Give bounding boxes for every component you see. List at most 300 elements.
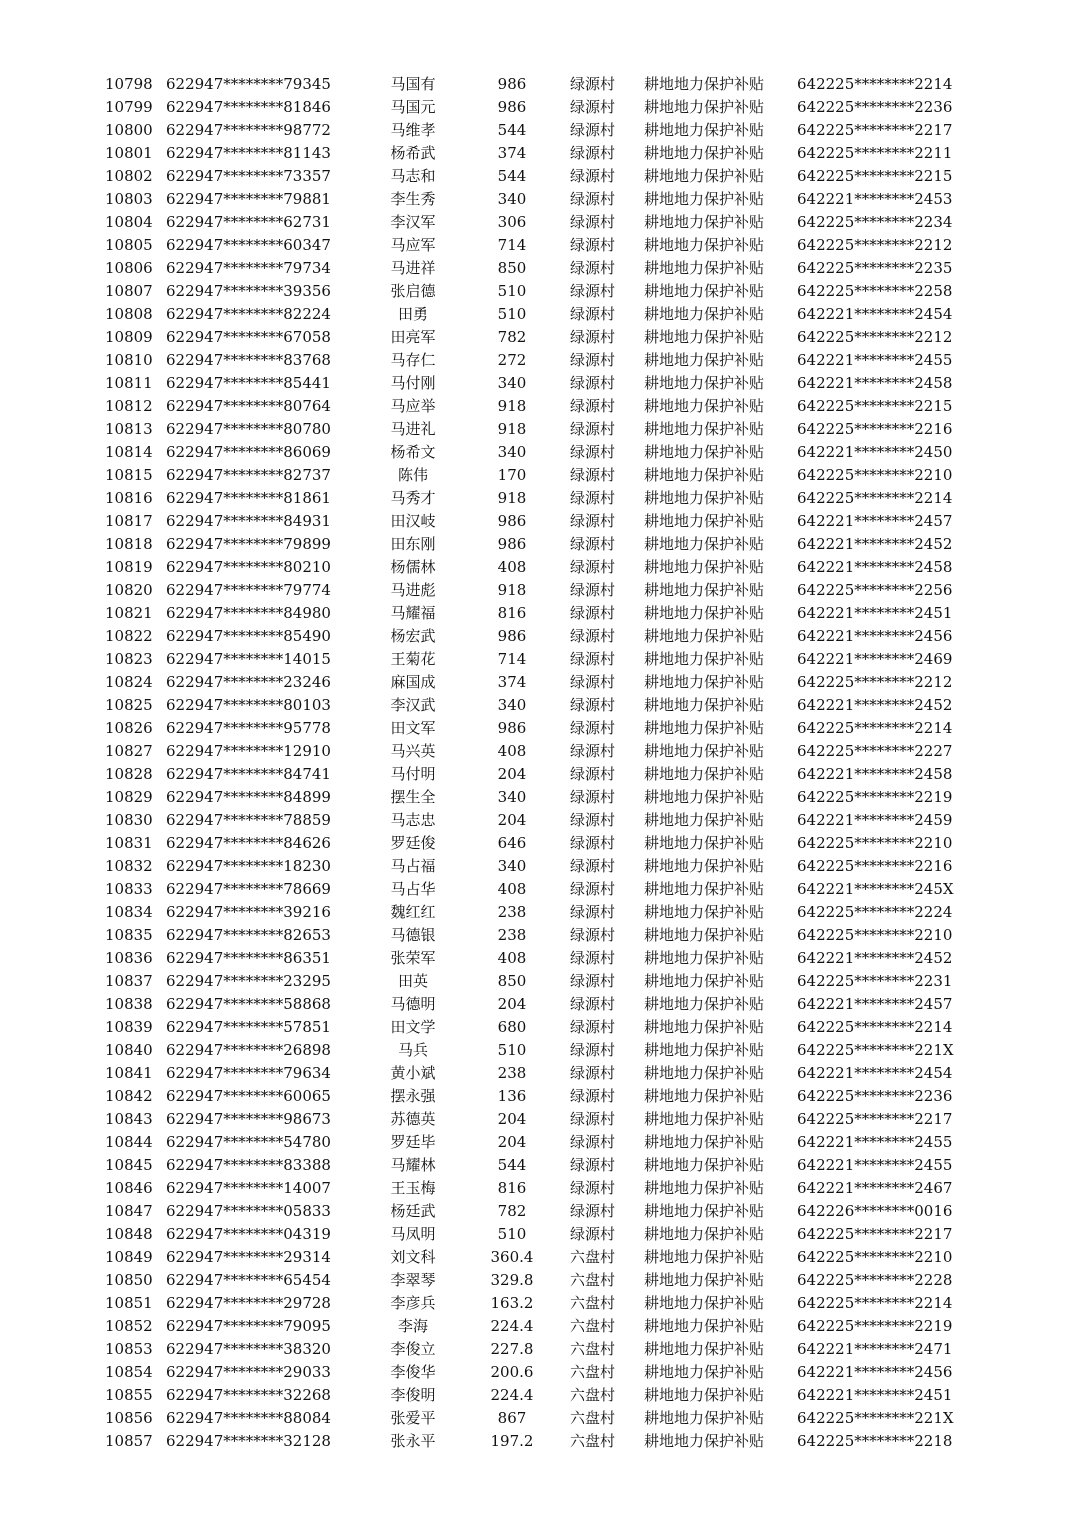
subsidy-type: 耕地地力保护补贴 [644,673,765,691]
account-number: 622947********78669 [166,880,331,898]
account-number: 622947********80764 [166,397,331,415]
recipient-name: 张永平 [390,1432,436,1450]
subsidy-type: 耕地地力保护补贴 [644,995,765,1013]
row-number: 10840 [105,1041,153,1059]
row-number: 10812 [105,397,153,415]
subsidy-type: 耕地地力保护补贴 [644,1317,765,1335]
row-number: 10844 [105,1133,153,1151]
table-row [0,1108,1074,1131]
row-number: 10836 [105,949,153,967]
row-number: 10838 [105,995,153,1013]
subsidy-amount: 224.4 [490,1386,534,1404]
recipient-name: 马耀福 [390,604,436,622]
village-name: 绿源村 [570,1133,616,1151]
table-row [0,1430,1074,1453]
table-row [0,717,1074,740]
account-number: 622947********60065 [166,1087,331,1105]
subsidy-amount: 850 [497,972,527,990]
account-number: 622947********39356 [166,282,331,300]
subsidy-amount: 867 [497,1409,527,1427]
account-number: 622947********26898 [166,1041,331,1059]
account-number: 622947********79634 [166,1064,331,1082]
recipient-name: 马应举 [390,397,436,415]
recipient-name: 马德明 [390,995,436,1013]
subsidy-amount: 510 [497,1225,527,1243]
row-number: 10828 [105,765,153,783]
id-number: 642221********2458 [797,374,953,392]
subsidy-amount: 510 [497,282,527,300]
table-row [0,1223,1074,1246]
account-number: 622947********98673 [166,1110,331,1128]
id-number: 642225********221X [797,1041,954,1059]
subsidy-type: 耕地地力保护补贴 [644,788,765,806]
id-number: 642221********2458 [797,765,953,783]
id-number: 642225********2211 [797,144,953,162]
subsidy-type: 耕地地力保护补贴 [644,512,765,530]
village-name: 六盘村 [570,1386,616,1404]
id-number: 642221********2456 [797,627,953,645]
account-number: 622947********81143 [166,144,331,162]
subsidy-type: 耕地地力保护补贴 [644,1156,765,1174]
subsidy-type: 耕地地力保护补贴 [644,1179,765,1197]
subsidy-amount: 986 [497,535,527,553]
village-name: 绿源村 [570,466,616,484]
recipient-name: 刘文科 [390,1248,436,1266]
row-number: 10853 [105,1340,153,1358]
table-row [0,556,1074,579]
id-number: 642225********2214 [797,75,953,93]
table-row [0,211,1074,234]
id-number: 642225********2217 [797,121,953,139]
table-row [0,96,1074,119]
recipient-name: 王玉梅 [390,1179,436,1197]
account-number: 622947********12910 [166,742,331,760]
account-number: 622947********79734 [166,259,331,277]
id-number: 642221********2451 [797,1386,953,1404]
id-number: 642225********2224 [797,903,953,921]
account-number: 622947********32268 [166,1386,331,1404]
row-number: 10830 [105,811,153,829]
table-row [0,142,1074,165]
village-name: 绿源村 [570,420,616,438]
table-row [0,280,1074,303]
id-number: 642221********2459 [797,811,953,829]
subsidy-type: 耕地地力保护补贴 [644,466,765,484]
subsidy-amount: 136 [497,1087,527,1105]
account-number: 622947********98772 [166,121,331,139]
subsidy-type: 耕地地力保护补贴 [644,397,765,415]
subsidy-type: 耕地地力保护补贴 [644,282,765,300]
id-number: 642221********245X [797,880,954,898]
account-number: 622947********81846 [166,98,331,116]
table-row [0,970,1074,993]
recipient-name: 李俊华 [390,1363,436,1381]
row-number: 10843 [105,1110,153,1128]
id-number: 642221********2455 [797,1156,953,1174]
id-number: 642225********2215 [797,167,953,185]
row-number: 10805 [105,236,153,254]
subsidy-type: 耕地地力保护补贴 [644,98,765,116]
table-row [0,372,1074,395]
subsidy-amount: 163.2 [490,1294,534,1312]
id-number: 642225********2214 [797,719,953,737]
id-number: 642221********2455 [797,1133,953,1151]
recipient-name: 马付明 [390,765,436,783]
subsidy-amount: 224.4 [490,1317,534,1335]
subsidy-amount: 340 [497,374,527,392]
row-number: 10818 [105,535,153,553]
subsidy-amount: 340 [497,788,527,806]
subsidy-type: 耕地地力保护补贴 [644,650,765,668]
row-number: 10802 [105,167,153,185]
recipient-name: 马志忠 [390,811,436,829]
subsidy-type: 耕地地力保护补贴 [644,259,765,277]
recipient-name: 马维孝 [390,121,436,139]
account-number: 622947********85441 [166,374,331,392]
recipient-name: 苏德英 [390,1110,436,1128]
village-name: 绿源村 [570,236,616,254]
recipient-name: 马国元 [390,98,436,116]
subsidy-amount: 510 [497,305,527,323]
table-row [0,1315,1074,1338]
subsidy-type: 耕地地力保护补贴 [644,719,765,737]
id-number: 642221********2452 [797,696,953,714]
subsidy-amount: 204 [497,765,527,783]
id-number: 642225********2236 [797,98,953,116]
village-name: 绿源村 [570,144,616,162]
village-name: 六盘村 [570,1294,616,1312]
account-number: 622947********82224 [166,305,331,323]
subsidy-amount: 714 [497,236,527,254]
row-number: 10850 [105,1271,153,1289]
table-row [0,395,1074,418]
account-number: 622947********23295 [166,972,331,990]
subsidy-amount: 816 [497,1179,527,1197]
subsidy-amount: 986 [497,75,527,93]
table-row [0,533,1074,556]
table-row [0,119,1074,142]
subsidy-amount: 986 [497,719,527,737]
subsidy-type: 耕地地力保护补贴 [644,1248,765,1266]
account-number: 622947********79881 [166,190,331,208]
village-name: 绿源村 [570,903,616,921]
village-name: 绿源村 [570,880,616,898]
subsidy-amount: 986 [497,512,527,530]
village-name: 绿源村 [570,397,616,415]
table-row [0,924,1074,947]
table-row [0,878,1074,901]
table-row [0,1062,1074,1085]
id-number: 642225********2215 [797,397,953,415]
account-number: 622947********14015 [166,650,331,668]
row-number: 10811 [105,374,153,392]
id-number: 642226********0016 [797,1202,953,1220]
row-number: 10816 [105,489,153,507]
row-number: 10820 [105,581,153,599]
subsidy-amount: 408 [497,742,527,760]
recipient-name: 张启德 [390,282,436,300]
subsidy-type: 耕地地力保护补贴 [644,857,765,875]
row-number: 10826 [105,719,153,737]
subsidy-type: 耕地地力保护补贴 [644,1340,765,1358]
table-row [0,510,1074,533]
village-name: 绿源村 [570,512,616,530]
id-number: 642221********2469 [797,650,953,668]
village-name: 绿源村 [570,190,616,208]
subsidy-amount: 714 [497,650,527,668]
table-row [0,809,1074,832]
village-name: 绿源村 [570,581,616,599]
village-name: 绿源村 [570,673,616,691]
row-number: 10819 [105,558,153,576]
village-name: 绿源村 [570,259,616,277]
row-number: 10835 [105,926,153,944]
id-number: 642221********2451 [797,604,953,622]
table-row [0,487,1074,510]
recipient-name: 杨希文 [390,443,436,461]
row-number: 10848 [105,1225,153,1243]
account-number: 622947********84626 [166,834,331,852]
id-number: 642225********2212 [797,236,953,254]
account-number: 622947********39216 [166,903,331,921]
row-number: 10839 [105,1018,153,1036]
subsidy-type: 耕地地力保护补贴 [644,765,765,783]
recipient-name: 李汉军 [390,213,436,231]
table-row [0,740,1074,763]
subsidy-amount: 340 [497,190,527,208]
id-number: 642225********2210 [797,926,953,944]
row-number: 10831 [105,834,153,852]
recipient-name: 马志和 [390,167,436,185]
village-name: 绿源村 [570,1225,616,1243]
row-number: 10833 [105,880,153,898]
subsidy-type: 耕地地力保护补贴 [644,1110,765,1128]
village-name: 六盘村 [570,1317,616,1335]
table-row [0,993,1074,1016]
subsidy-amount: 918 [497,581,527,599]
recipient-name: 李彦兵 [390,1294,436,1312]
subsidy-type: 耕地地力保护补贴 [644,1202,765,1220]
row-number: 10798 [105,75,153,93]
subsidy-type: 耕地地力保护补贴 [644,144,765,162]
id-number: 642225********2216 [797,420,953,438]
recipient-name: 马存仁 [390,351,436,369]
table-row [0,1154,1074,1177]
village-name: 绿源村 [570,1018,616,1036]
subsidy-amount: 510 [497,1041,527,1059]
id-number: 642225********2210 [797,1248,953,1266]
table-row [0,188,1074,211]
village-name: 六盘村 [570,1248,616,1266]
id-number: 642221********2452 [797,535,953,553]
recipient-name: 马秀才 [390,489,436,507]
village-name: 绿源村 [570,696,616,714]
id-number: 642221********2454 [797,305,953,323]
table-row [0,901,1074,924]
account-number: 622947********78859 [166,811,331,829]
table-row [0,1085,1074,1108]
recipient-name: 罗廷俊 [390,834,436,852]
row-number: 10815 [105,466,153,484]
recipient-name: 田英 [397,972,428,990]
row-number: 10824 [105,673,153,691]
row-number: 10807 [105,282,153,300]
id-number: 642225********2256 [797,581,953,599]
account-number: 622947********88084 [166,1409,331,1427]
recipient-name: 摆永强 [390,1087,436,1105]
table-row [0,786,1074,809]
table-row [0,855,1074,878]
subsidy-amount: 544 [497,167,527,185]
recipient-name: 陈伟 [397,466,428,484]
subsidy-type: 耕地地力保护补贴 [644,351,765,369]
row-number: 10810 [105,351,153,369]
table-row [0,1269,1074,1292]
row-number: 10806 [105,259,153,277]
account-number: 622947********73357 [166,167,331,185]
table-row [0,763,1074,786]
subsidy-amount: 340 [497,857,527,875]
village-name: 绿源村 [570,834,616,852]
id-number: 642225********2214 [797,1018,953,1036]
subsidy-amount: 646 [497,834,527,852]
table-row [0,441,1074,464]
subsidy-type: 耕地地力保护补贴 [644,742,765,760]
id-number: 642225********2217 [797,1110,953,1128]
subsidy-type: 耕地地力保护补贴 [644,121,765,139]
subsidy-type: 耕地地力保护补贴 [644,1409,765,1427]
id-number: 642225********2218 [797,1432,953,1450]
row-number: 10813 [105,420,153,438]
row-number: 10845 [105,1156,153,1174]
subsidy-type: 耕地地力保护补贴 [644,328,765,346]
account-number: 622947********18230 [166,857,331,875]
id-number: 642225********2219 [797,788,953,806]
id-number: 642221********2452 [797,949,953,967]
table-row [0,326,1074,349]
table-row [0,1039,1074,1062]
account-number: 622947********60347 [166,236,331,254]
recipient-name: 罗廷毕 [390,1133,436,1151]
account-number: 622947********86069 [166,443,331,461]
recipient-name: 王菊花 [390,650,436,668]
table-row [0,418,1074,441]
subsidy-type: 耕地地力保护补贴 [644,1087,765,1105]
subsidy-type: 耕地地力保护补贴 [644,903,765,921]
subsidy-type: 耕地地力保护补贴 [644,213,765,231]
subsidy-type: 耕地地力保护补贴 [644,443,765,461]
account-number: 622947********95778 [166,719,331,737]
subsidy-amount: 918 [497,420,527,438]
id-number: 642221********2450 [797,443,953,461]
subsidy-type: 耕地地力保护补贴 [644,420,765,438]
subsidy-type: 耕地地力保护补贴 [644,535,765,553]
subsidy-type: 耕地地力保护补贴 [644,834,765,852]
account-number: 622947********79899 [166,535,331,553]
table-row [0,579,1074,602]
village-name: 绿源村 [570,98,616,116]
recipient-name: 田文军 [390,719,436,737]
village-name: 绿源村 [570,1064,616,1082]
subsidy-type: 耕地地力保护补贴 [644,75,765,93]
row-number: 10841 [105,1064,153,1082]
id-number: 642225********2217 [797,1225,953,1243]
account-number: 622947********80780 [166,420,331,438]
account-number: 622947********82653 [166,926,331,944]
id-number: 642221********2457 [797,995,953,1013]
recipient-name: 田文学 [390,1018,436,1036]
account-number: 622947********86351 [166,949,331,967]
recipient-name: 马德银 [390,926,436,944]
recipient-name: 马兵 [397,1041,428,1059]
table-row [0,648,1074,671]
subsidy-amount: 374 [497,144,527,162]
village-name: 六盘村 [570,1432,616,1450]
recipient-name: 李海 [397,1317,428,1335]
id-number: 642221********2455 [797,351,953,369]
recipient-name: 摆生全 [390,788,436,806]
village-name: 绿源村 [570,1110,616,1128]
table-row [0,234,1074,257]
subsidy-type: 耕地地力保护补贴 [644,880,765,898]
village-name: 绿源村 [570,719,616,737]
subsidy-type: 耕地地力保护补贴 [644,1133,765,1151]
table-row [0,1292,1074,1315]
row-number: 10829 [105,788,153,806]
table-row [0,694,1074,717]
account-number: 622947********04319 [166,1225,331,1243]
subsidy-amount: 227.8 [490,1340,534,1358]
subsidy-amount: 329.8 [490,1271,534,1289]
village-name: 绿源村 [570,1179,616,1197]
id-number: 642221********2453 [797,190,953,208]
subsidy-type: 耕地地力保护补贴 [644,1363,765,1381]
recipient-name: 马应军 [390,236,436,254]
subsidy-amount: 544 [497,121,527,139]
id-number: 642221********2467 [797,1179,953,1197]
id-number: 642225********221X [797,1409,954,1427]
subsidy-amount: 544 [497,1156,527,1174]
village-name: 绿源村 [570,305,616,323]
account-number: 622947********80210 [166,558,331,576]
id-number: 642225********2210 [797,466,953,484]
subsidy-type: 耕地地力保护补贴 [644,1271,765,1289]
subsidy-type: 耕地地力保护补贴 [644,190,765,208]
account-number: 622947********81861 [166,489,331,507]
row-number: 10834 [105,903,153,921]
row-number: 10814 [105,443,153,461]
village-name: 绿源村 [570,742,616,760]
id-number: 642225********2236 [797,1087,953,1105]
subsidy-amount: 170 [497,466,527,484]
village-name: 绿源村 [570,788,616,806]
subsidy-amount: 986 [497,98,527,116]
village-name: 绿源村 [570,1087,616,1105]
village-name: 绿源村 [570,1202,616,1220]
recipient-name: 李翠琴 [390,1271,436,1289]
subsidy-type: 耕地地力保护补贴 [644,1018,765,1036]
village-name: 绿源村 [570,213,616,231]
village-name: 绿源村 [570,374,616,392]
row-number: 10800 [105,121,153,139]
subsidy-amount: 200.6 [490,1363,534,1381]
row-number: 10817 [105,512,153,530]
account-number: 622947********83388 [166,1156,331,1174]
subsidy-type: 耕地地力保护补贴 [644,949,765,967]
recipient-name: 杨廷武 [390,1202,436,1220]
table-row [0,349,1074,372]
account-number: 622947********84741 [166,765,331,783]
